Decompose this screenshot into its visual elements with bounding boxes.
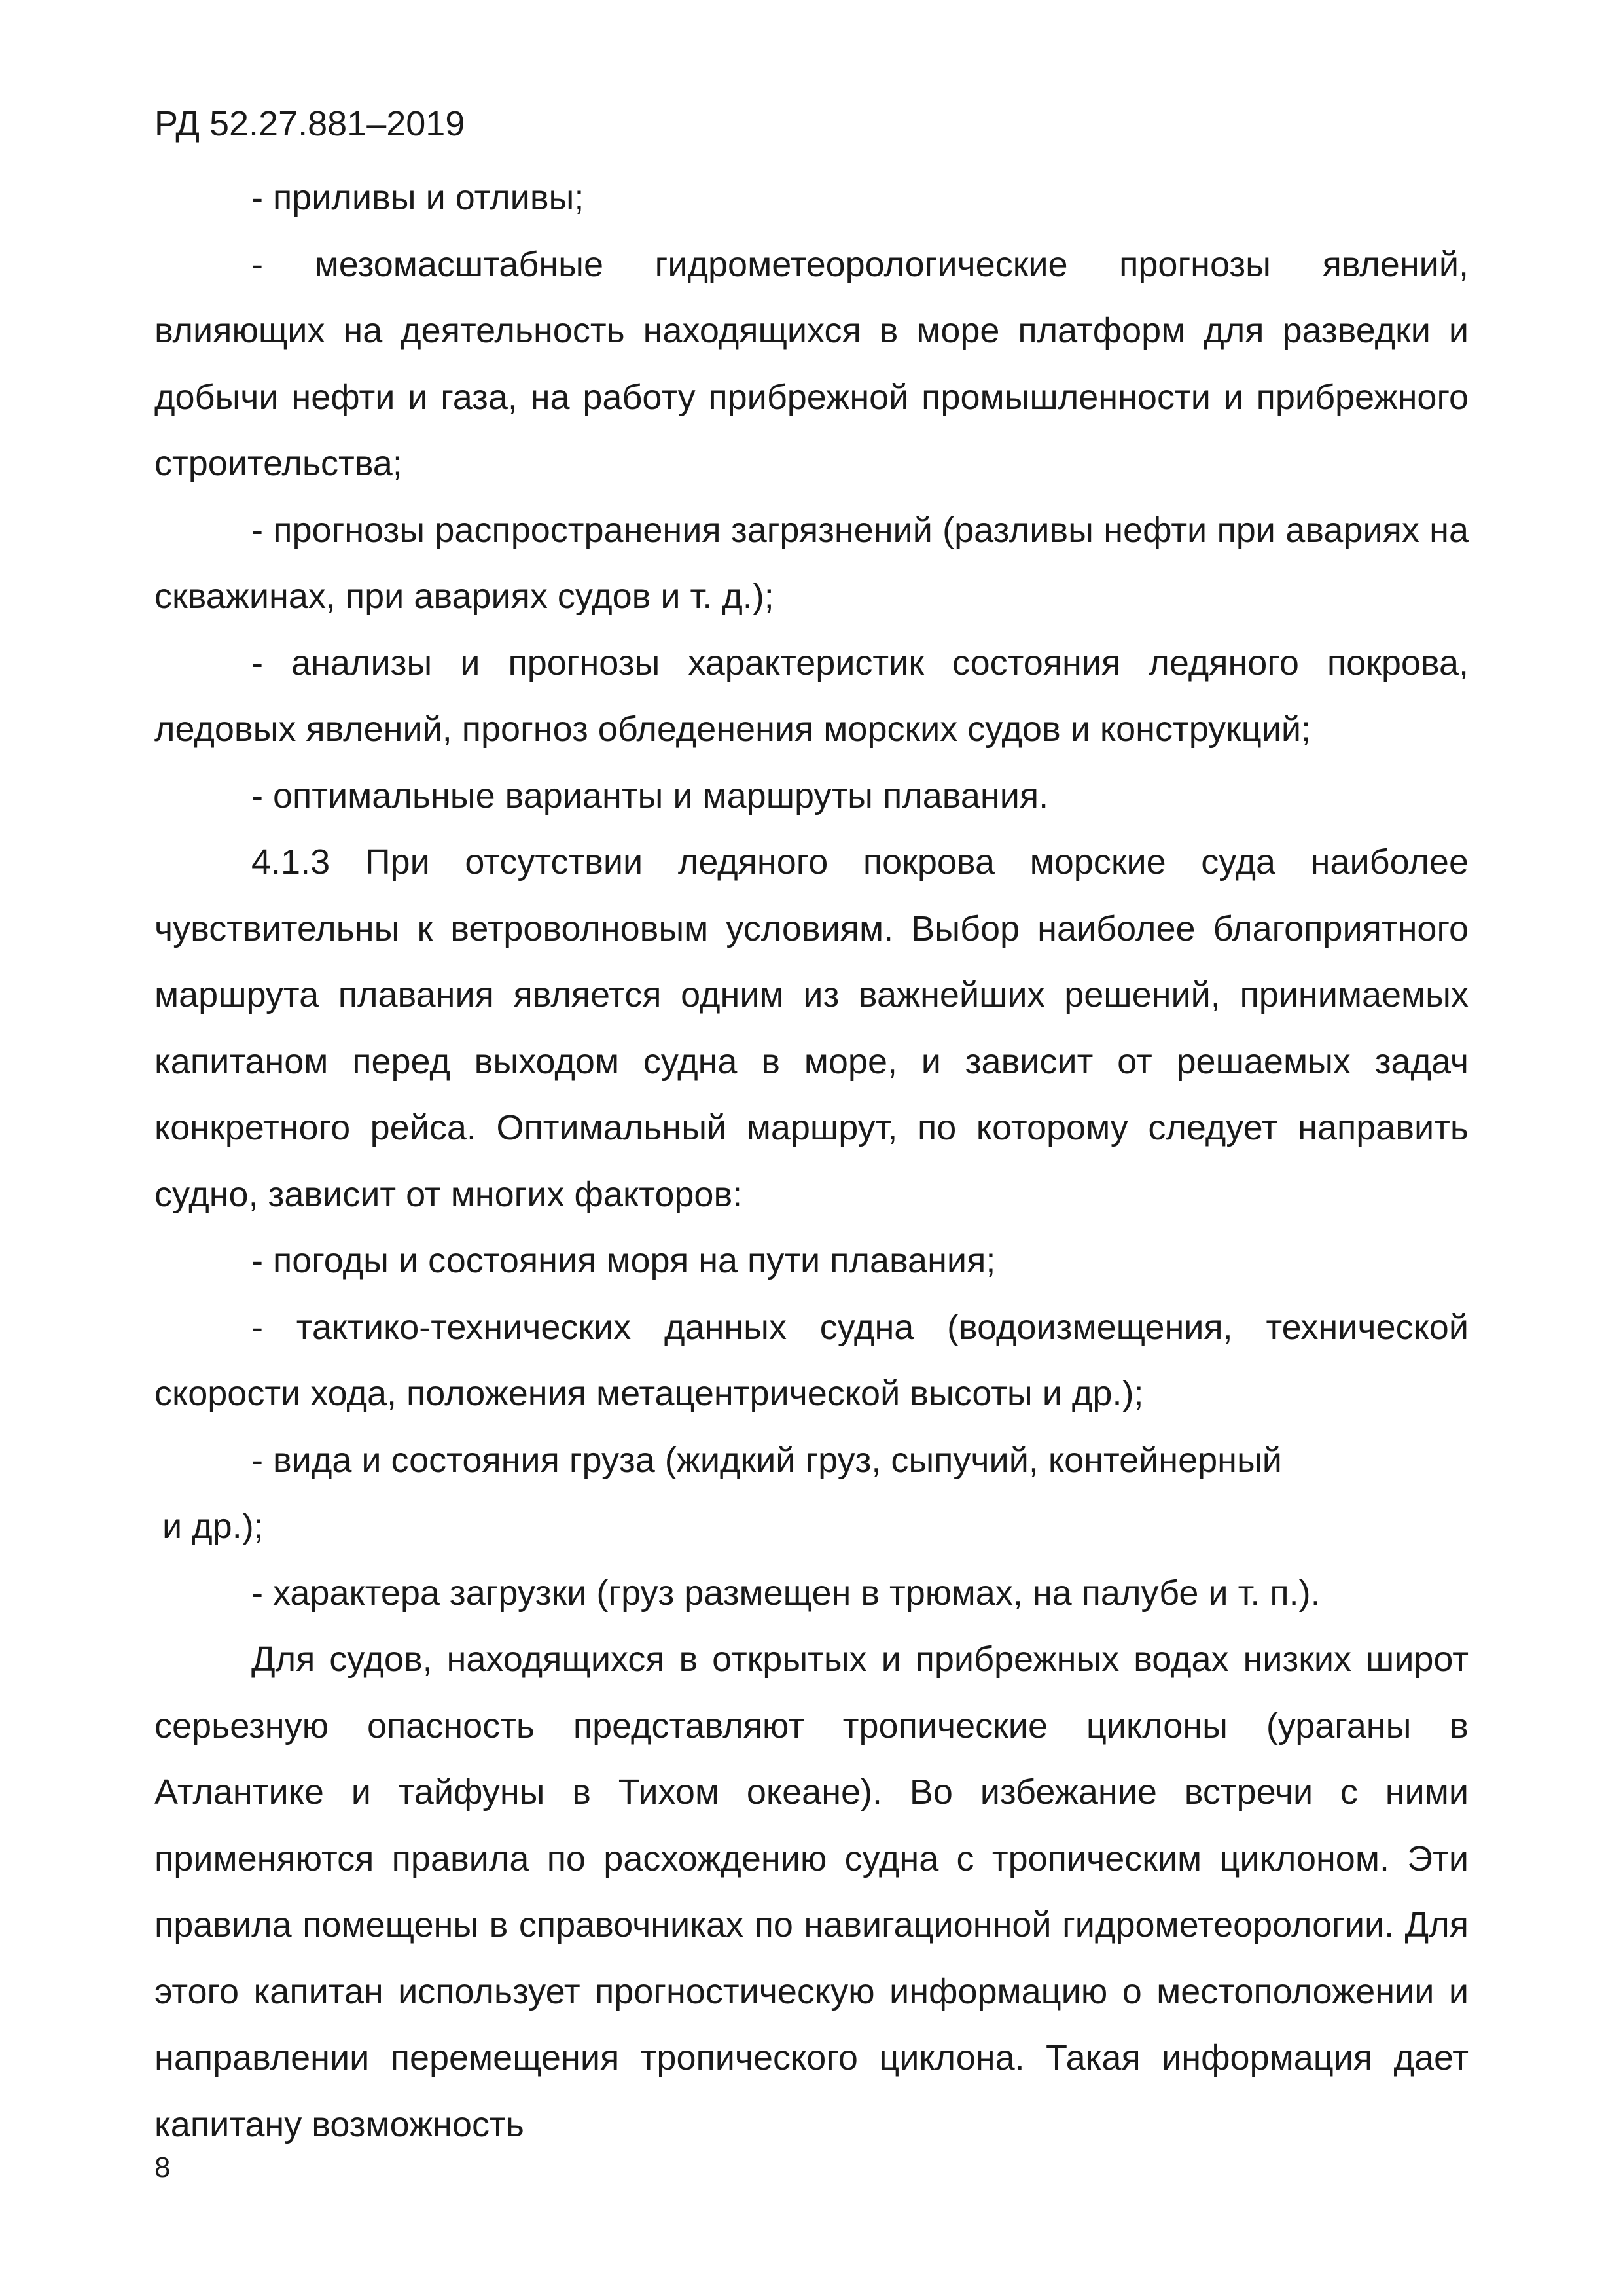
list-item-mesoscale-forecasts: - мезомасштабные гидрометеорологические прогнозы явлений, влияющих на деятельность находящихся в море платформ для разведки и добычи нефти и газа, на работу прибрежной промышленности и прибрежного строительства; <box>154 244 1469 483</box>
page-number: 8 <box>154 2151 171 2183</box>
list-item-pollution-forecasts: - прогнозы распространения загрязнений (разливы нефти при авариях на скважинах, при авариях судов и т. д.); <box>154 510 1469 616</box>
list-item-cargo-type: - вида и состояния груза (жидкий груз, сыпучий, контейнерный <box>251 1440 1282 1480</box>
paragraph-4-1-3: 4.1.3 При отсутствии ледяного покрова морские суда наиболее чувствительны к ветроволновым условиям. Выбор наиболее благоприятного маршрута плавания является одним из важнейших решений, принимаемых капитаном перед выходом судна в море, и зависит от решаемых задач конкретного рейса. Оптимальный маршрут, по которому следует направить судно, зависит от многих факторов: <box>154 842 1469 1214</box>
document-body <box>154 165 1469 2158</box>
paragraph-tropical-cyclones: Для судов, находящихся в открытых и прибрежных водах низких широт серьезную опасность представляют тропические циклоны (ураганы в Атлантике и тайфуны в Тихом океане). Во избежание встречи с ними применяются правила по расхождению судна с тропическим циклоном. Эти правила помещены в справочниках по навигационной гидрометеорологии. Для этого капитан использует прогностическую информацию о местоположении и направлении перемещения тропического циклона. Такая информация дает капитану возможность <box>154 1640 1469 2144</box>
list-item-ice-analysis: - анализы и прогнозы характеристик состояния ледяного покрова, ледовых явлений, прогноз обледенения морских судов и конструкций; <box>154 643 1469 749</box>
list-item-optimal-routes: - оптимальные варианты и маршруты плавания. <box>251 776 1049 816</box>
list-item-loading-type: - характера загрузки (груз размещен в трюмах, на палубе и т. п.). <box>251 1573 1321 1613</box>
list-item-weather: - погоды и состояния моря на пути плавания; <box>251 1241 996 1280</box>
list-item-cargo-type-continuation: и др.); <box>162 1507 264 1546</box>
list-item-ship-data: - тактико-технических данных судна (водоизмещения, технической скорости хода, положения метацентрической высоты и др.); <box>154 1307 1469 1413</box>
list-item-tides: - приливы и отливы; <box>251 178 584 217</box>
document-code: РД 52.27.881–2019 <box>154 104 465 143</box>
